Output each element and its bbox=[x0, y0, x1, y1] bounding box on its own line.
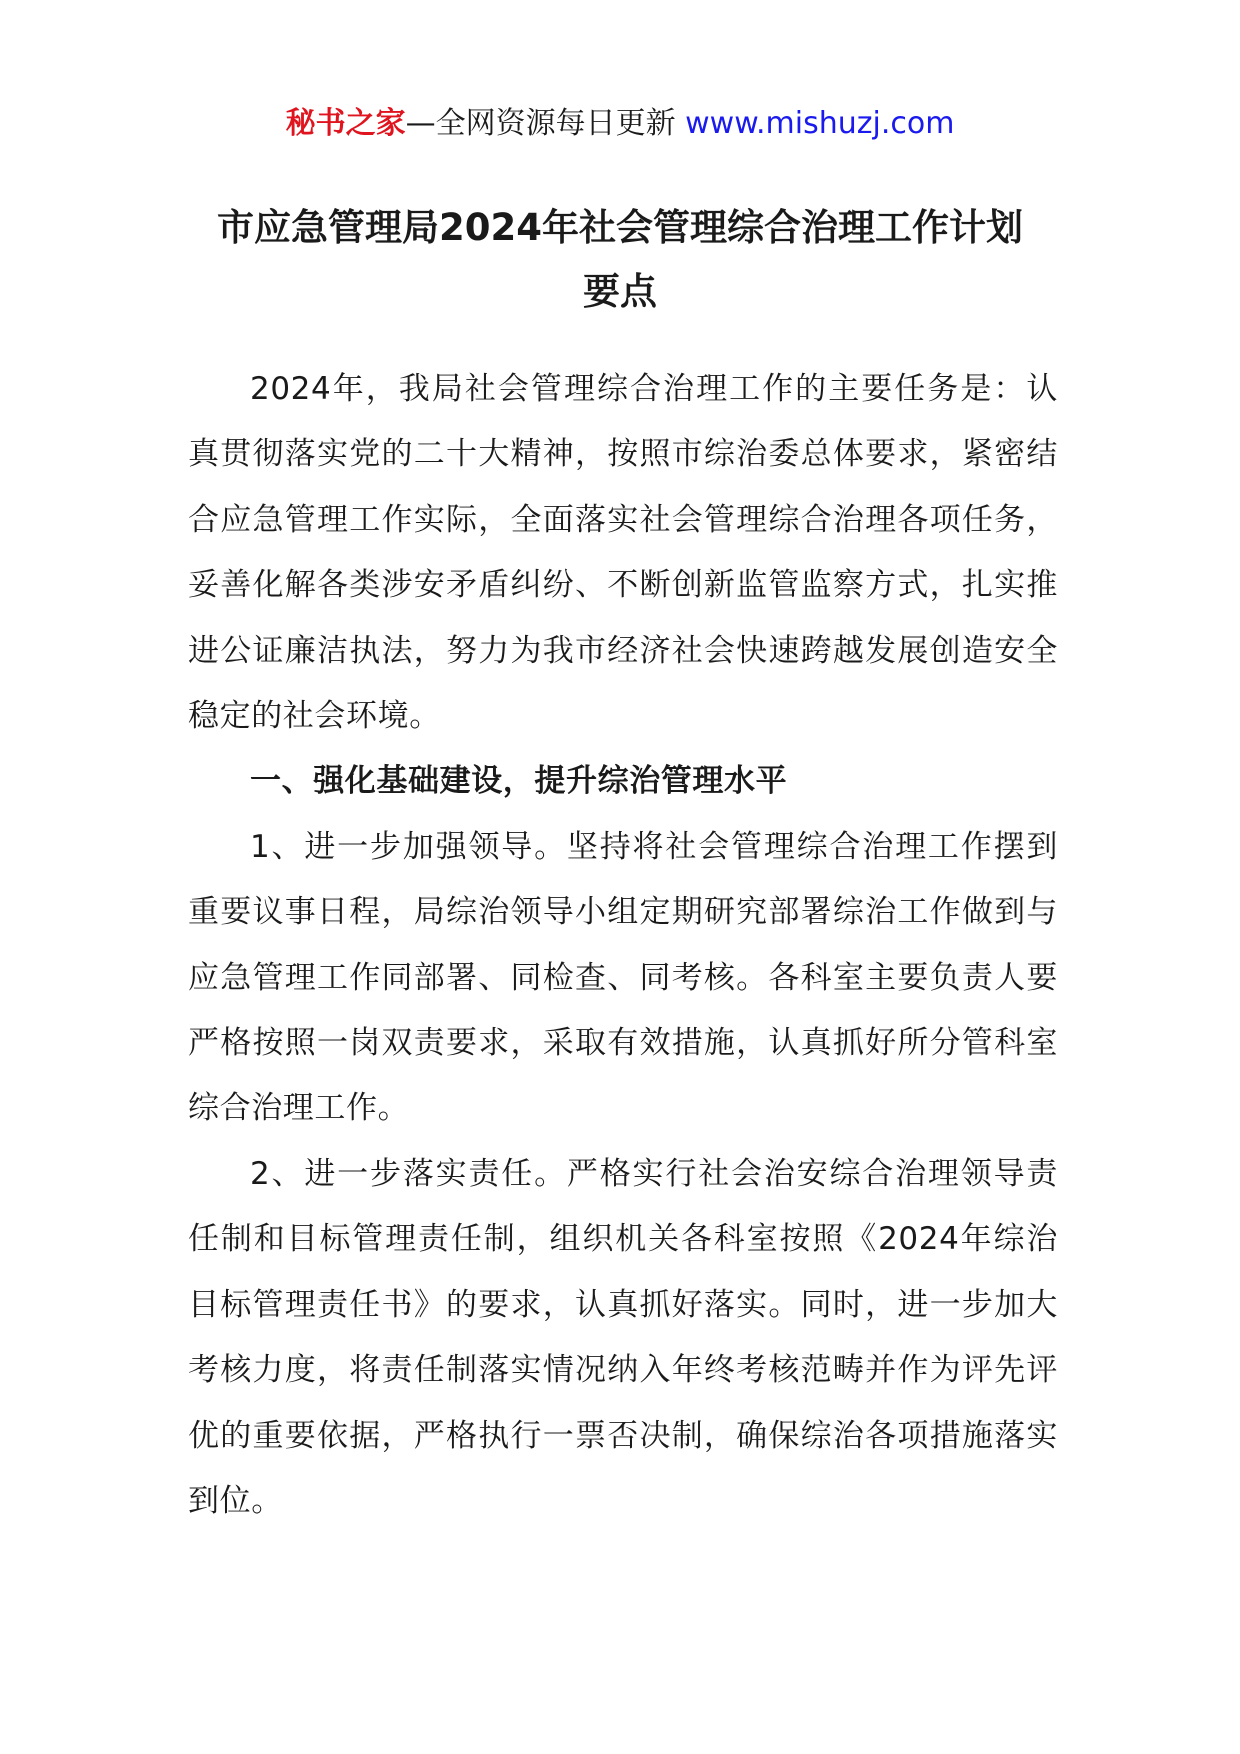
item-paragraph-2: 2、进一步落实责任。严格实行社会治安综合治理领导责任制和目标管理责任制，组织机关各科室按照《2024年综治目标管理责任书》的要求，认真抓好落实。同时，进一步加大考核力度，将责任制落实情况纳入年终考核范畴并作为评先评优的重要依据，严格执行一票否决制，确保综治各项措施落实到位。 bbox=[188, 1155, 1058, 1519]
site-header bbox=[0, 102, 1240, 146]
document-title: 市应急管理局2024年社会管理综合治理工作计划要点 bbox=[217, 206, 1023, 313]
document-body bbox=[188, 357, 1058, 1534]
header-tagline: —全网资源每日更新 bbox=[405, 106, 686, 141]
section-heading-1: 一、强化基础建设，提升综治管理水平 bbox=[250, 763, 788, 800]
item-paragraph-1: 1、进一步加强领导。坚持将社会管理综合治理工作摆到重要议事日程，局综治领导小组定期研究部署综治工作做到与应急管理工作同部署、同检查、同考核。各科室主要负责人要严格按照一岗双责要求，采取有效措施，认真抓好所分管科室综合治理工作。 bbox=[188, 828, 1058, 1127]
intro-paragraph: 2024年，我局社会管理综合治理工作的主要任务是：认真贯彻落实党的二十大精神，按照市综治委总体要求，紧密结合应急管理工作实际，全面落实社会管理综合治理各项任务，妥善化解各类涉安矛盾纠纷、不断创新监管监察方式，扎实推进公证廉洁执法，努力为我市经济社会快速跨越发展创造安全稳定的社会环境。 bbox=[188, 371, 1058, 735]
site-url-link[interactable]: www.mishuzj.com bbox=[685, 106, 955, 141]
brand-name: 秘书之家 bbox=[285, 106, 406, 141]
